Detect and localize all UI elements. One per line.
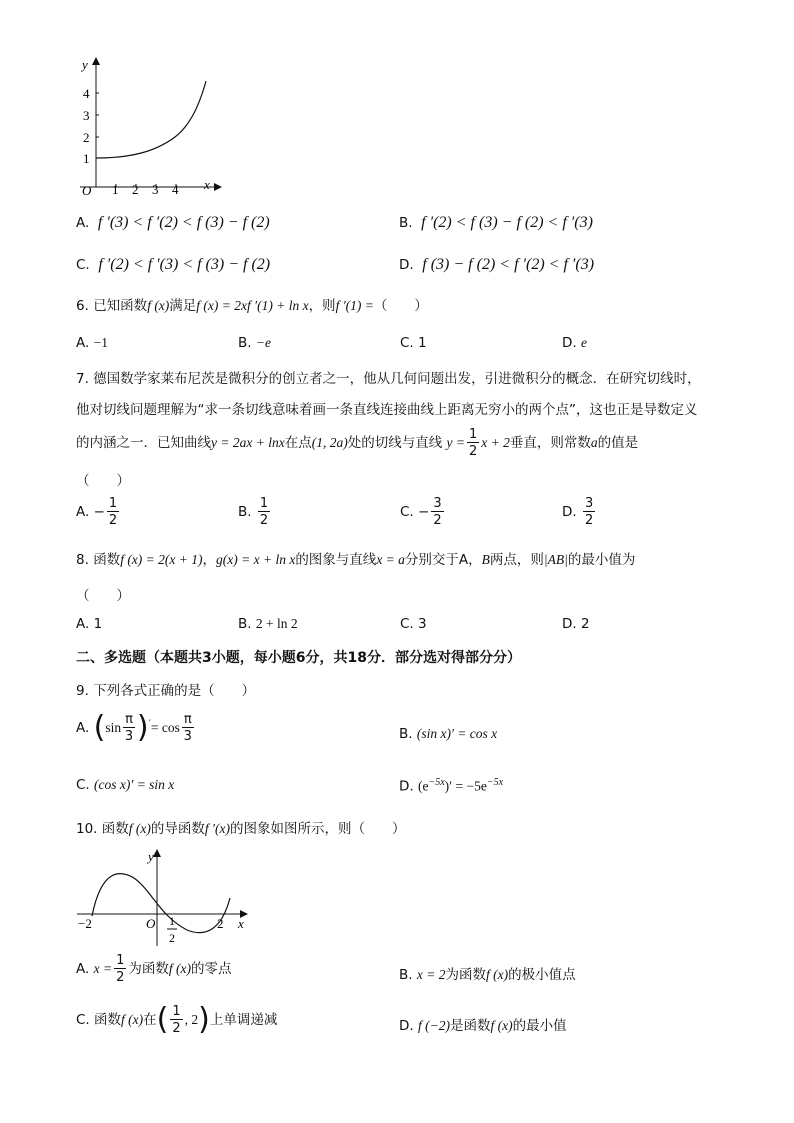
q6-option-d[interactable]: D. e (562, 335, 587, 351)
q8-option-b[interactable]: B. 2 + ln 2 (238, 616, 298, 632)
x-tick-1: 1 (112, 182, 119, 197)
q10-option-d[interactable]: D. f (−2)是函数f (x)的最小值 (399, 1018, 567, 1034)
q9-option-c[interactable]: C. (cos x)′ = sin x (76, 777, 175, 793)
q7-line-1: 7. 德国数学家莱布尼茨是微积分的创立者之一，他从几何问题出发，引进微积分的概念．在研究切线时， (76, 371, 701, 387)
q7-line-2: 他对切线问题理解为“求一条切线意味着画一条直线连接曲线上距离无穷小的两个点”，这也正是导数定义 (76, 402, 698, 418)
q10-stem: 10. 函数f (x)的导函数f ′(x)的图象如图所示，则（ ） (76, 821, 406, 837)
tick-half-den: 2 (169, 931, 175, 945)
q8-paren: （ ） (76, 588, 130, 604)
q9-option-a[interactable]: A. (sin $\frac{\pi}{3}$ )′= cos $\frac{\pi}{3}$ (76, 710, 192, 745)
q9-option-b[interactable]: B. (sin x)′ = cos x (399, 726, 498, 742)
origin-label-2: O (146, 916, 156, 931)
q7-option-b[interactable]: B. $\frac{1}{2}$ (238, 496, 269, 528)
q10-option-b[interactable]: B. x = 2为函数f (x)的极小值点 (399, 967, 576, 983)
q8-option-d[interactable]: D. 2 (562, 616, 590, 632)
q5-option-d[interactable]: D. f (3) − f (2) < f ′(2) < f ′(3) (399, 256, 595, 273)
q6-stem: 6. 已知函数f (x)满足f (x) = 2xf ′(1) + ln x，则f ′(1) =（ ） (76, 298, 428, 314)
graph-1 (70, 55, 230, 205)
q7-paren: （ ） (76, 473, 130, 489)
q7-option-c[interactable]: C. − $\frac{3}{2}$ (400, 496, 442, 528)
origin-label: O (82, 183, 92, 198)
x-axis-label-2: x (238, 916, 244, 931)
q9-stem: 9. 下列各式正确的是（ ） (76, 683, 256, 699)
tick-half-num: 1 (169, 914, 175, 928)
tick-2: 2 (217, 916, 224, 931)
q7-line-3: 的内涵之一．已知曲线y = 2ax + lnx在点(1, 2a)处的切线与直线 y = $\frac{1}{2}$ x + 2垂直，则常数a的值是 (76, 427, 639, 459)
q5-option-c[interactable]: C. f ′(2) < f ′(3) < f (3) − f (2) (76, 256, 271, 273)
q8-option-c[interactable]: C. 3 (400, 616, 427, 632)
q5-option-a[interactable]: A. f ′(3) < f ′(2) < f (3) − f (2) (76, 214, 270, 231)
curve-1 (96, 81, 206, 158)
y-axis-label: y (82, 57, 88, 72)
q7-option-a[interactable]: A. − $\frac{1}{2}$ (76, 496, 118, 528)
q6-option-b[interactable]: B. −e (238, 335, 271, 351)
q7-option-d[interactable]: D. $\frac{3}{2}$ (562, 496, 594, 528)
y-axis-label-2: y (148, 849, 154, 864)
q5-option-b[interactable]: B. f ′(2) < f (3) − f (2) < f ′(3) (399, 214, 593, 231)
y-tick-2: 2 (83, 130, 90, 145)
x-tick-2: 2 (132, 182, 139, 197)
section-2-heading: 二、多选题（本题共3小题，每小题6分，共18分．部分选对得部分分） (76, 650, 521, 666)
x-tick-3: 3 (152, 182, 159, 197)
tick-neg2: −2 (78, 916, 92, 931)
y-tick-3: 3 (83, 108, 90, 123)
y-tick-4: 4 (83, 86, 90, 101)
q6-option-c[interactable]: C. 1 (400, 335, 427, 351)
q6-option-a[interactable]: A. −1 (76, 335, 108, 351)
x-axis-label: x (204, 177, 210, 192)
q9-option-d[interactable]: D. $(e^{-5x})' = -5e^{-5x}$ (399, 777, 504, 795)
q10-option-a[interactable]: A. x = $\frac{1}{2}$ 为函数f (x)的零点 (76, 953, 232, 985)
q8-option-a[interactable]: A. 1 (76, 616, 103, 632)
x-tick-4: 4 (172, 182, 179, 197)
q8-stem: 8. 函数f (x) = 2(x + 1)，g(x) = x + ln x的图象与直线x = a分别交于A，B两点，则|AB|的最小值为 (76, 552, 636, 568)
derivative-curve (92, 874, 230, 933)
q10-option-c[interactable]: C. 函数f (x)在( $\frac{1}{2}$ , 2)上单调递减 (76, 1002, 278, 1037)
graph-2 (72, 846, 257, 951)
y-tick-1: 1 (83, 151, 90, 166)
